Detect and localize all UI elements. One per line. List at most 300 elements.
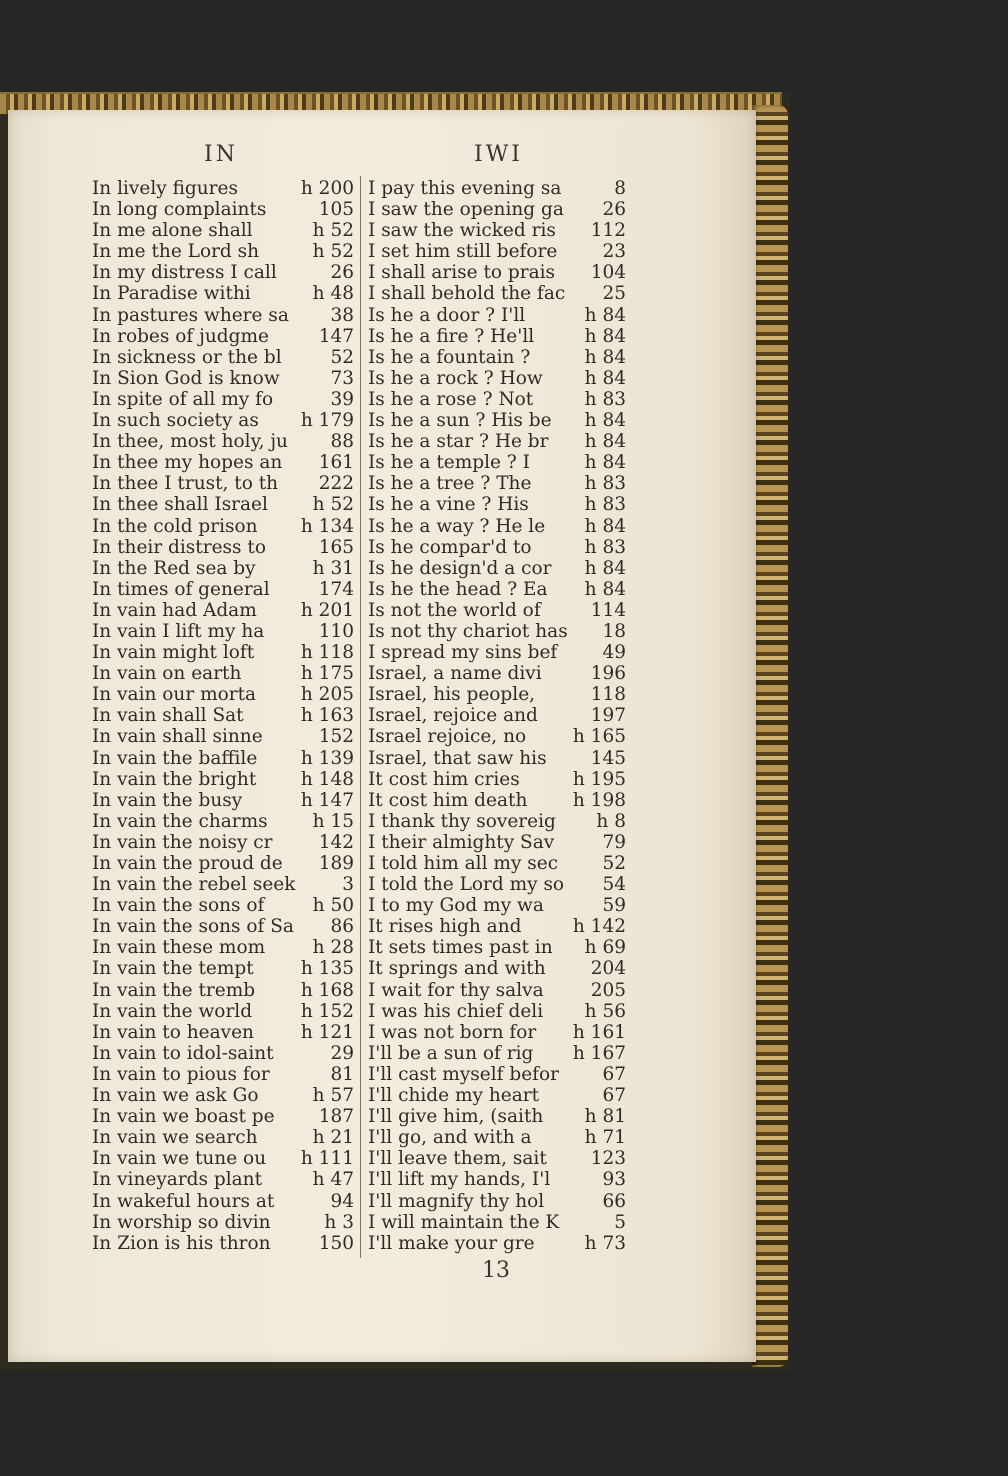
entry-hymn-number: 205 [590,979,626,1001]
index-entry [92,368,354,389]
entry-hymn-number: h 84 [584,346,626,368]
index-entry [368,1191,626,1212]
entry-hymn-number: 26 [602,199,626,221]
entry-hymn-number: 147 [318,325,354,347]
entry-hymn-number: h 175 [300,663,354,685]
entry-hymn-number: 112 [590,220,626,242]
index-entry [92,220,354,241]
index-entry [368,790,626,811]
index-entry [92,663,354,684]
entry-hymn-number: h 31 [312,557,354,579]
index-entry [368,410,626,431]
entry-hymn-number: 196 [590,663,626,685]
entry-hymn-number: h 167 [572,1042,626,1064]
entry-hymn-number: h 142 [572,916,626,938]
entry-hymn-number: 52 [602,853,626,874]
entry-first-line: In my distress I call [92,262,277,284]
index-entry [368,220,626,241]
index-entry [368,537,626,558]
index-entry [92,1233,354,1254]
index-entry [92,790,354,811]
index-entry [92,579,354,600]
entry-hymn-number: 94 [330,1190,354,1212]
entry-first-line: Is he a rose ? Not [368,388,534,410]
entry-hymn-number: h 163 [300,705,354,727]
entry-first-line: In vain the tempt [92,958,254,980]
entry-hymn-number: h 15 [312,810,354,832]
entry-first-line: Is he a way ? He le [368,515,546,537]
entry-hymn-number: h 205 [300,684,354,706]
index-entry [92,980,354,1001]
index-entry [92,347,354,368]
index-entry [92,431,354,452]
entry-first-line: Is he design'd a cor [368,557,552,579]
index-entry [92,916,354,937]
entry-hymn-number: 59 [602,895,626,917]
entry-first-line: In robes of judgme [92,325,269,347]
entry-first-line: In vain to idol-saint [92,1042,274,1064]
index-entry [92,305,354,326]
index-entry [368,1233,626,1254]
entry-hymn-number: 104 [590,262,626,284]
entry-hymn-number: 161 [318,452,354,474]
entry-hymn-number: h 48 [312,283,354,305]
entry-first-line: In sickness or the bl [92,346,282,368]
entry-first-line: In vain we search [92,1127,258,1149]
index-entry [368,980,626,1001]
entry-hymn-number: h 121 [300,1021,354,1043]
index-entry [92,1212,354,1233]
entry-first-line: I was not born for [368,1021,537,1043]
index-entry [92,1022,354,1043]
index-entry [368,558,626,579]
entry-first-line: I shall behold the fac [368,283,566,305]
entry-hymn-number: h 21 [312,1127,354,1149]
entry-hymn-number: 73 [330,367,354,389]
index-entry [368,1022,626,1043]
index-entry [368,1085,626,1106]
entry-hymn-number: h 111 [300,1148,354,1170]
entry-hymn-number: 165 [318,536,354,558]
entry-hymn-number: 26 [330,262,354,284]
entry-hymn-number: 187 [318,1106,354,1128]
entry-hymn-number: h 148 [300,768,354,790]
entry-first-line: In vain we boast pe [92,1106,275,1128]
index-entry [368,663,626,684]
index-entry [92,937,354,958]
entry-hymn-number: h 84 [584,304,626,326]
index-entry [92,621,354,642]
entry-first-line: Is not the world of [368,599,541,621]
entry-first-line: I'll magnify thy hol [368,1190,545,1212]
index-entry [368,431,626,452]
index-entry [92,410,354,431]
entry-hymn-number: 79 [602,831,626,853]
index-entry [368,368,626,389]
gilt-fore-edge [752,105,788,1367]
entry-first-line: In vain the busy [92,789,243,811]
entry-first-line: It cost him death [368,789,528,811]
entry-hymn-number: 29 [330,1042,354,1064]
index-entry [92,1106,354,1127]
index-entry [368,748,626,769]
running-header-right: IWI [474,142,523,167]
entry-hymn-number: h 201 [300,599,354,621]
entry-first-line: In vain might loft [92,642,255,664]
entry-first-line: In vain had Adam [92,599,257,621]
index-entry [92,473,354,494]
entry-first-line: In vain the baffile [92,747,258,769]
entry-first-line: In thee shall Israel [92,494,268,516]
entry-first-line: In vain the proud de [92,853,283,874]
index-entry [368,1127,626,1148]
entry-first-line: I'll leave them, sait [368,1148,547,1170]
entry-first-line: I'll give him, (saith [368,1106,544,1128]
entry-hymn-number: 105 [318,199,354,221]
index-entry [368,1043,626,1064]
entry-first-line: In vain we tune ou [92,1148,267,1170]
index-entry [368,1148,626,1169]
index-entry [368,1001,626,1022]
index-entry [368,1212,626,1233]
entry-hymn-number: h 84 [584,431,626,453]
entry-first-line: Israel rejoice, no [368,726,527,748]
book-page [8,110,756,1362]
index-entry [92,516,354,537]
entry-hymn-number: h 50 [312,895,354,917]
index-entry [92,558,354,579]
index-entry [368,178,626,199]
entry-first-line: I was his chief deli [368,1000,544,1022]
entry-hymn-number: h 73 [584,1232,626,1254]
entry-first-line: In vain to heaven [92,1021,254,1043]
entry-hymn-number: h 134 [300,515,354,537]
entry-hymn-number: 150 [318,1232,354,1254]
entry-hymn-number: h 57 [312,1085,354,1107]
index-column-left [92,178,354,1254]
entry-first-line: In vain the sons of [92,895,265,917]
entry-hymn-number: 88 [330,431,354,453]
entry-hymn-number: 189 [318,853,354,874]
entry-first-line: In Zion is his thron [92,1232,271,1254]
entry-first-line: In vain the world [92,1000,253,1022]
entry-hymn-number: 52 [330,346,354,368]
index-entry [368,494,626,515]
entry-first-line: I to my God my wa [368,895,544,917]
entry-first-line: It springs and with [368,958,546,980]
index-entry [92,895,354,916]
entry-hymn-number: 67 [602,1085,626,1107]
entry-hymn-number: 222 [318,473,354,495]
entry-hymn-number: 5 [614,1211,626,1233]
index-entry [368,389,626,410]
index-entry [368,621,626,642]
index-entry [92,642,354,663]
index-entry [368,958,626,979]
index-entry [368,937,626,958]
entry-first-line: I'll make your gre [368,1232,535,1254]
entry-hymn-number: h 3 [324,1211,354,1233]
index-entry [92,262,354,283]
entry-hymn-number: h 84 [584,452,626,474]
entry-first-line: In the Red sea by [92,557,256,579]
entry-hymn-number: h 83 [584,388,626,410]
entry-first-line: In me the Lord sh [92,241,260,263]
index-entry [368,895,626,916]
index-entry [368,642,626,663]
entry-first-line: In their distress to [92,536,266,558]
entry-hymn-number: 25 [602,283,626,305]
index-entry [92,874,354,895]
entry-first-line: Is he a tree ? The [368,473,532,495]
entry-hymn-number: h 198 [572,789,626,811]
entry-hymn-number: 67 [602,1063,626,1085]
entry-first-line: In Paradise withi [92,283,251,305]
entry-first-line: I told the Lord my so [368,874,565,896]
index-entry [368,199,626,220]
index-entry [368,916,626,937]
index-entry [368,452,626,473]
index-entry [92,1148,354,1169]
index-entry [368,1169,626,1190]
entry-hymn-number: h 84 [584,578,626,600]
entry-first-line: In lively figures [92,178,238,199]
index-entry [92,178,354,199]
entry-first-line: In pastures where sa [92,304,289,326]
index-entry [92,1043,354,1064]
entry-hymn-number: h 139 [300,747,354,769]
entry-first-line: Is he a star ? He br [368,431,549,453]
entry-first-line: I saw the opening ga [368,199,564,221]
entry-hymn-number: h 8 [596,810,626,832]
entry-first-line: In times of general [92,578,270,600]
index-entry [92,1127,354,1148]
entry-first-line: In vain the bright [92,768,257,790]
entry-first-line: I saw the wicked ris [368,220,556,242]
entry-first-line: In vain I lift my ha [92,620,265,642]
index-entry [92,1085,354,1106]
entry-first-line: It rises high and [368,916,522,938]
index-entry [92,705,354,726]
entry-hymn-number: h 168 [300,979,354,1001]
entry-first-line: In vain these mom [92,937,266,959]
entry-hymn-number: h 81 [584,1106,626,1128]
index-entry [92,1191,354,1212]
entry-first-line: Is he a fountain ? [368,346,531,368]
index-entry [92,684,354,705]
index-entry [368,347,626,368]
entry-first-line: In vain we ask Go [92,1085,259,1107]
entry-hymn-number: 93 [602,1169,626,1191]
entry-hymn-number: h 135 [300,958,354,980]
entry-hymn-number: 38 [330,304,354,326]
entry-first-line: I wait for thy salva [368,979,544,1001]
index-entry [368,579,626,600]
entry-hymn-number: 204 [590,958,626,980]
entry-hymn-number: h 47 [312,1169,354,1191]
entry-hymn-number: h 56 [584,1000,626,1022]
entry-hymn-number: h 152 [300,1000,354,1022]
entry-hymn-number: 145 [590,747,626,769]
entry-first-line: Israel, a name divi [368,663,542,685]
entry-hymn-number: h 84 [584,557,626,579]
index-entry [368,262,626,283]
entry-hymn-number: 110 [318,620,354,642]
entry-first-line: In vain our morta [92,684,257,706]
entry-hymn-number: h 52 [312,220,354,242]
entry-first-line: It cost him cries [368,768,520,790]
entry-hymn-number: h 83 [584,473,626,495]
index-entry [92,811,354,832]
entry-first-line: Is he a temple ? I [368,452,530,474]
entry-hymn-number: h 84 [584,515,626,537]
entry-first-line: Is he a door ? I'll [368,304,526,326]
entry-first-line: I shall arise to prais [368,262,556,284]
entry-hymn-number: h 84 [584,367,626,389]
entry-hymn-number: h 165 [572,726,626,748]
index-entry [92,326,354,347]
entry-hymn-number: 114 [590,599,626,621]
entry-first-line: In vain to pious for [92,1063,270,1085]
entry-first-line: In the cold prison [92,515,258,537]
entry-hymn-number: h 200 [300,178,354,199]
entry-hymn-number: 39 [330,388,354,410]
index-entry [92,537,354,558]
entry-first-line: Is he a fire ? He'll [368,325,535,347]
entry-first-line: In vain on earth [92,663,242,685]
index-entry [368,283,626,304]
index-entry [92,283,354,304]
entry-first-line: In vineyards plant [92,1169,263,1191]
entry-first-line: I'll go, and with a [368,1127,532,1149]
entry-hymn-number: h 84 [584,410,626,432]
entry-hymn-number: h 83 [584,494,626,516]
column-divider [360,176,361,1258]
index-entry [92,1001,354,1022]
entry-hymn-number: 118 [590,684,626,706]
entry-first-line: In vain the sons of Sa [92,916,294,938]
index-entry [92,241,354,262]
entry-first-line: Is not thy chariot has [368,620,568,642]
index-entry [368,473,626,494]
entry-hymn-number: h 147 [300,789,354,811]
entry-first-line: I will maintain the K [368,1211,560,1233]
entry-first-line: I pay this evening sa [368,178,562,199]
entry-hymn-number: h 161 [572,1021,626,1043]
entry-first-line: In vain shall Sat [92,705,244,727]
entry-first-line: Is he a sun ? His be [368,410,552,432]
index-entry [92,389,354,410]
index-entry [368,832,626,853]
entry-first-line: I'll cast myself befor [368,1063,560,1085]
entry-hymn-number: 152 [318,726,354,748]
index-entry [92,1064,354,1085]
entry-first-line: Is he a rock ? How [368,367,543,389]
index-entry [92,600,354,621]
index-entry [368,600,626,621]
entry-hymn-number: 123 [590,1148,626,1170]
entry-first-line: In wakeful hours at [92,1190,275,1212]
entry-hymn-number: 23 [602,241,626,263]
entry-first-line: Israel, his people, [368,684,536,706]
index-entry [368,1106,626,1127]
entry-first-line: In long complaints [92,199,267,221]
entry-first-line: Is he the head ? Ea [368,578,548,600]
index-entry [368,853,626,874]
entry-first-line: In worship so divin [92,1211,271,1233]
entry-first-line: Israel, rejoice and [368,705,538,727]
entry-first-line: I set him still before [368,241,558,263]
entry-first-line: I'll chide my heart [368,1085,540,1107]
index-entry [92,958,354,979]
entry-hymn-number: 86 [330,916,354,938]
entry-hymn-number: h 52 [312,494,354,516]
entry-first-line: I'll lift my hands, I'l [368,1169,551,1191]
entry-hymn-number: 18 [602,620,626,642]
entry-first-line: I'll be a sun of rig [368,1042,534,1064]
entry-hymn-number: h 84 [584,325,626,347]
entry-first-line: I told him all my sec [368,853,559,874]
entry-first-line: Is he a vine ? His [368,494,529,516]
index-entry [92,1169,354,1190]
entry-hymn-number: h 179 [300,410,354,432]
index-entry [92,199,354,220]
index-entry [368,811,626,832]
entry-first-line: I spread my sins bef [368,642,558,664]
index-entry [368,684,626,705]
entry-hymn-number: 174 [318,578,354,600]
index-entry [368,516,626,537]
index-entry [368,726,626,747]
entry-first-line: In thee my hopes an [92,452,283,474]
entry-first-line: In thee, most holy, ju [92,431,288,453]
entry-first-line: In such society as [92,410,259,432]
entry-hymn-number: h 52 [312,241,354,263]
entry-hymn-number: h 83 [584,536,626,558]
index-column-right [368,178,626,1254]
entry-first-line: It sets times past in [368,937,553,959]
index-entry [92,452,354,473]
entry-hymn-number: 54 [602,874,626,896]
entry-hymn-number: h 28 [312,937,354,959]
entry-hymn-number: 66 [602,1190,626,1212]
index-entry [92,726,354,747]
entry-first-line: In vain the tremb [92,979,256,1001]
entry-first-line: In spite of all my fo [92,388,274,410]
entry-hymn-number: h 195 [572,768,626,790]
index-entry [368,705,626,726]
entry-hymn-number: 49 [602,642,626,664]
entry-hymn-number: 3 [342,874,354,896]
entry-first-line: In thee I trust, to th [92,473,279,495]
index-entry [368,769,626,790]
index-entry [368,1064,626,1085]
entry-hymn-number: h 71 [584,1127,626,1149]
index-entry [368,874,626,895]
entry-hymn-number: 8 [614,178,626,199]
entry-first-line: In vain shall sinne [92,726,263,748]
entry-first-line: Is he compar'd to [368,536,532,558]
index-entry [92,853,354,874]
running-header-left: IN [204,142,238,167]
entry-first-line: I thank thy sovereig [368,810,556,832]
entry-hymn-number: h 118 [300,642,354,664]
entry-first-line: Israel, that saw his [368,747,547,769]
entry-hymn-number: 81 [330,1063,354,1085]
entry-hymn-number: 142 [318,831,354,853]
entry-first-line: In me alone shall [92,220,253,242]
entry-first-line: I their almighty Sav [368,831,555,853]
